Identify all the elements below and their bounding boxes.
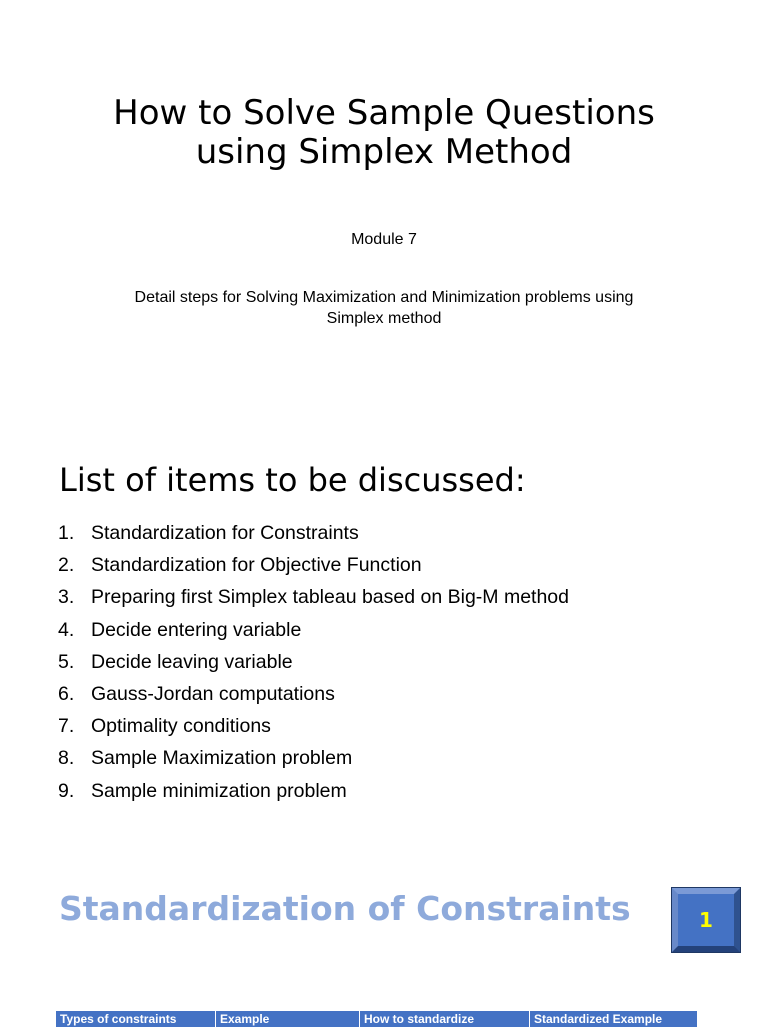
list-item (58, 550, 569, 582)
list-item-number: 9. (58, 779, 75, 802)
list-item-text: Preparing first Simplex tableau based on Big-M method (91, 586, 569, 609)
table-header-cell: Example (216, 1011, 360, 1027)
list-item (58, 711, 569, 743)
list-item-text: Gauss-Jordan computations (91, 682, 335, 705)
list-item-number: 4. (58, 618, 75, 641)
list-item-number: 1. (58, 522, 75, 544)
table-header-cell: How to standardize (360, 1011, 530, 1027)
list-item-text: Standardization for Constraints (91, 522, 359, 544)
list-item-number: 8. (58, 747, 75, 770)
items-list (58, 518, 569, 808)
list-item (58, 615, 569, 647)
section-number-badge: 1 (672, 888, 740, 952)
list-item (58, 647, 569, 679)
constraints-table-header (56, 1011, 697, 1027)
list-item (58, 582, 569, 614)
module-label: Module 7 (351, 231, 417, 248)
list-item-text: Sample Maximization problem (91, 747, 353, 770)
table-header-cell: Types of constraints (56, 1011, 216, 1027)
list-item-number: 7. (58, 715, 75, 738)
list-item-number: 6. (58, 682, 75, 705)
list-item-number: 3. (58, 586, 75, 609)
list-item-text: Decide entering variable (91, 618, 302, 641)
list-item-text: Optimality conditions (91, 715, 271, 738)
list-item-text: Sample minimization problem (91, 779, 347, 802)
list-item-number: 5. (58, 650, 75, 673)
section-heading: Standardization of Constraints (59, 889, 631, 928)
title-line-1: How to Solve Sample Questions (113, 93, 655, 133)
list-item (58, 679, 569, 711)
title-line-2: using Simplex Method (195, 132, 573, 172)
list-item-text: Decide leaving variable (91, 650, 293, 673)
description: Detail steps for Solving Maximization and Minimization problems using Simplex method (134, 289, 634, 327)
document-title (0, 94, 768, 172)
list-item-text: Standardization for Objective Function (91, 554, 422, 577)
list-item-number: 2. (58, 554, 75, 577)
list-item (58, 743, 569, 775)
list-item (58, 776, 569, 808)
list-item (58, 518, 569, 550)
table-header-cell: Standardized Example (534, 1012, 663, 1026)
list-heading: List of items to be discussed: (59, 461, 526, 499)
